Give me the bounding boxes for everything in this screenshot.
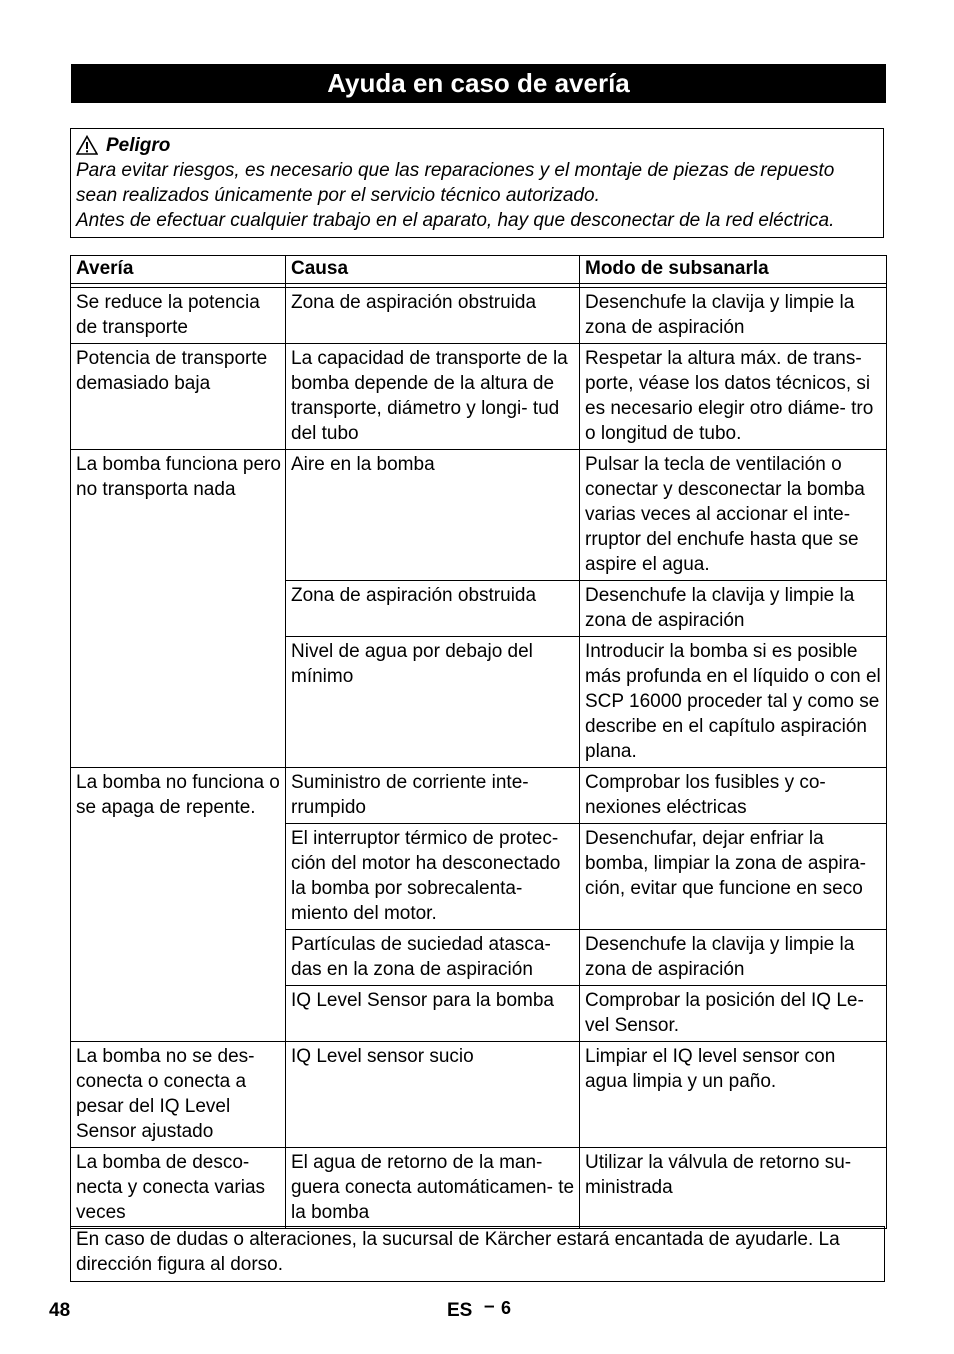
danger-text-1: Para evitar riesgos, es necesario que las reparaciones y el montaje de piezas de repuesto sean realizados únicamente por el servicio técnico autorizado. bbox=[76, 160, 835, 206]
cause-cell: Partículas de suciedad atasca- das en la zona de aspiración bbox=[286, 930, 580, 986]
danger-heading-label: Peligro bbox=[106, 134, 171, 156]
remedy-cell: Introducir la bomba si es posible más profunda en el líquido o con el SCP 16000 proceder tal y como se describe en el capítulo aspiración plana. bbox=[580, 637, 887, 768]
fault-cell: La bomba funciona pero no transporta nada bbox=[71, 450, 286, 768]
remedy-cell: Pulsar la tecla de ventilación o conectar y desconectar la bomba varias veces al accionar el inte- rruptor del enchufe hasta que se aspire el agua. bbox=[580, 450, 887, 581]
fault-cell: Potencia de transporte demasiado baja bbox=[71, 344, 286, 450]
page-title: Ayuda en caso de avería bbox=[71, 64, 886, 103]
section-page-number: 6 bbox=[501, 1298, 512, 1318]
remedy-cell: Desenchufe la clavija y limpie la zona de aspiración bbox=[580, 930, 887, 986]
remedy-cell: Comprobar la posición del IQ Le- vel Sensor. bbox=[580, 986, 887, 1042]
table-row bbox=[71, 288, 887, 344]
table-header-row bbox=[71, 256, 887, 284]
remedy-cell: Comprobar los fusibles y co- nexiones eléctricas bbox=[580, 768, 887, 824]
page-number: 48 bbox=[49, 1300, 71, 1321]
remedy-cell: Desenchufar, dejar enfriar la bomba, limpiar la zona de aspira- ción, evitar que funcione en seco bbox=[580, 824, 887, 930]
troubleshooting-table bbox=[70, 255, 887, 1229]
cause-cell: El agua de retorno de la man- guera conecta automáticamen- te la bomba bbox=[286, 1148, 580, 1229]
cause-cell: Zona de aspiración obstruida bbox=[286, 581, 580, 637]
table-row bbox=[71, 768, 887, 824]
remedy-cell: Limpiar el IQ level sensor con agua limpia y un paño. bbox=[580, 1042, 887, 1148]
table-row bbox=[71, 344, 887, 450]
cause-cell: Zona de aspiración obstruida bbox=[286, 288, 580, 344]
fault-cell: La bomba de desco- necta y conecta varias veces bbox=[71, 1148, 286, 1229]
fault-cell: La bomba no se des- conecta o conecta a pesar del IQ Level Sensor ajustado bbox=[71, 1042, 286, 1148]
cause-cell: Suministro de corriente inte- rrumpido bbox=[286, 768, 580, 824]
danger-heading bbox=[76, 132, 878, 158]
warning-triangle-icon bbox=[76, 135, 98, 155]
remedy-cell: Respetar la altura máx. de trans- porte, véase los datos técnicos, si es necesario elegir otro diáme- tro o longitud de tubo. bbox=[580, 344, 887, 450]
table-row bbox=[71, 450, 887, 581]
language-code: ES bbox=[447, 1300, 473, 1321]
cause-cell: Nivel de agua por debajo del mínimo bbox=[286, 637, 580, 768]
table-row bbox=[71, 1042, 887, 1148]
remedy-cell: Desenchufe la clavija y limpie la zona de aspiración bbox=[580, 581, 887, 637]
cause-cell: Aire en la bomba bbox=[286, 450, 580, 581]
remedy-cell: Utilizar la válvula de retorno su- ministrada bbox=[580, 1148, 887, 1229]
danger-text-2: Antes de efectuar cualquier trabajo en el aparato, hay que desconectar de la red eléctrica. bbox=[76, 210, 835, 231]
column-header-cause: Causa bbox=[286, 256, 580, 284]
remedy-cell: Desenchufe la clavija y limpie la zona de aspiración bbox=[580, 288, 887, 344]
cause-cell: La capacidad de transporte de la bomba depende de la altura de transporte, diámetro y longi- tud del tubo bbox=[286, 344, 580, 450]
support-text: En caso de dudas o alteraciones, la sucursal de Kärcher estará encantada de ayudarle. La dirección figura al dorso. bbox=[76, 1229, 840, 1275]
fault-cell: Se reduce la potencia de transporte bbox=[71, 288, 286, 344]
footer-dash: – bbox=[484, 1296, 495, 1317]
column-header-remedy: Modo de subsanarla bbox=[580, 256, 887, 284]
cause-cell: IQ Level Sensor para la bomba bbox=[286, 986, 580, 1042]
cause-cell: El interruptor térmico de protec- ción del motor ha desconectado la bomba por sobrecalenta- miento del motor. bbox=[286, 824, 580, 930]
cause-cell: IQ Level sensor sucio bbox=[286, 1042, 580, 1148]
table-row bbox=[71, 1148, 887, 1229]
fault-cell: La bomba no funciona o se apaga de repente. bbox=[71, 768, 286, 1042]
support-notice bbox=[70, 1226, 885, 1282]
danger-notice bbox=[70, 128, 884, 238]
column-header-fault: Avería bbox=[71, 256, 286, 284]
